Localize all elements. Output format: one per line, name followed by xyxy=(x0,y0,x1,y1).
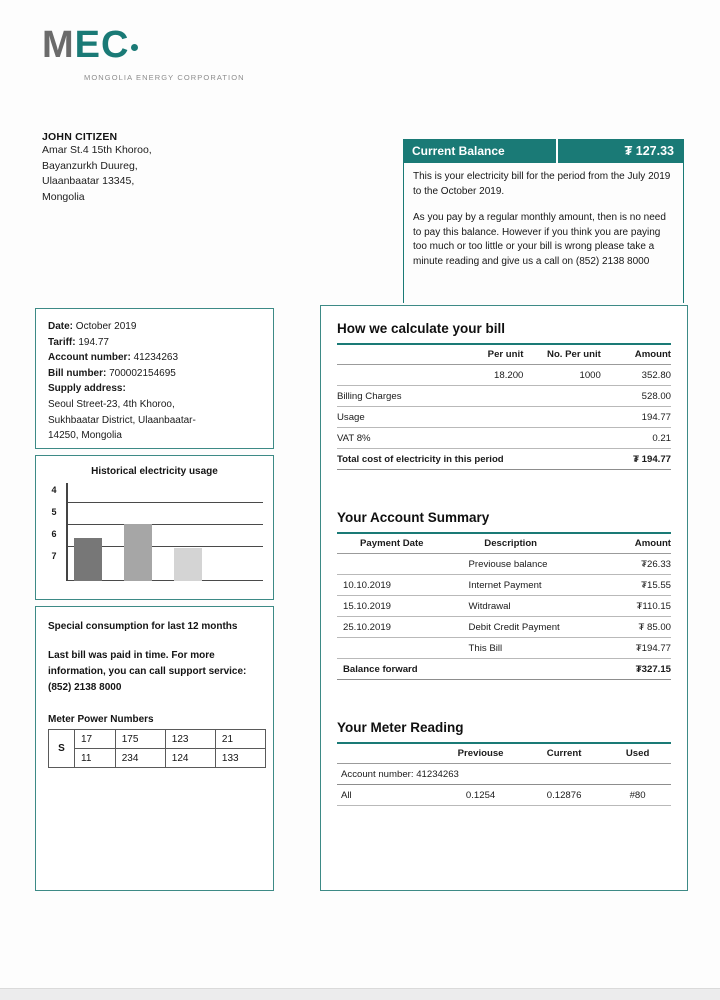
customer-address-block xyxy=(42,131,152,205)
table-row xyxy=(49,749,266,768)
account-tariff-label: Tariff: xyxy=(48,336,76,348)
meter-header-current: Current xyxy=(524,743,604,764)
table-row xyxy=(337,617,671,638)
meter-power-cell: 17 xyxy=(75,730,116,749)
table-row xyxy=(337,638,671,659)
calc-row-per-unit: 18.200 xyxy=(471,365,538,386)
logo-subtitle: MONGOLIA ENERGY CORPORATION xyxy=(84,73,245,82)
summary-header-amount: Amount xyxy=(581,533,671,554)
chart-area xyxy=(46,483,263,586)
page-footer-band xyxy=(0,988,720,1000)
calc-row-label: Usage xyxy=(337,407,471,428)
bill-details-panel xyxy=(320,305,688,891)
chart-bar xyxy=(124,524,152,581)
bill-number-value: 700002154695 xyxy=(109,367,176,379)
calc-row-amount: 0.21 xyxy=(611,428,671,449)
calc-row-label xyxy=(337,365,471,386)
meter-account-row: Account number: 41234263 xyxy=(337,764,671,785)
meter-row-used: #80 xyxy=(604,785,671,806)
summary-row-date xyxy=(337,638,441,659)
table-header-row xyxy=(337,344,671,365)
supply-address-line: 14250, Mongolia xyxy=(48,430,122,442)
supply-address-label-row xyxy=(48,381,261,397)
meter-reading-section-title: Your Meter Reading xyxy=(337,720,464,735)
meter-power-numbers-table xyxy=(48,729,266,768)
account-details-panel xyxy=(35,308,274,449)
customer-address-line: Mongolia xyxy=(42,190,85,203)
meter-row-previous: 0.1254 xyxy=(437,785,524,806)
chart-bar xyxy=(174,548,202,581)
calculation-table xyxy=(337,343,671,470)
summary-row-amount: ₮15.55 xyxy=(581,575,671,596)
chart-y-tick: 7 xyxy=(51,551,57,561)
table-row xyxy=(337,554,671,575)
summary-header-date: Payment Date xyxy=(337,533,441,554)
chart-y-tick: 5 xyxy=(51,507,57,517)
special-consumption-body: Last bill was paid in time. For more information, you can call support service: (852) 2138 8000 xyxy=(48,650,247,693)
bill-number-row xyxy=(48,366,261,382)
calc-row-per-unit xyxy=(471,407,538,428)
bill-number-label: Bill number: xyxy=(48,367,107,379)
calc-row-amount: 528.00 xyxy=(611,386,671,407)
account-number-row xyxy=(48,350,261,366)
chart-y-axis-labels xyxy=(46,483,62,571)
logo-letter-m: M xyxy=(42,24,75,66)
current-balance-label: Current Balance xyxy=(403,139,558,163)
table-header-row xyxy=(337,533,671,554)
summary-row-date: 15.10.2019 xyxy=(337,596,441,617)
calc-row-no-per-unit xyxy=(537,428,610,449)
account-date-value: October 2019 xyxy=(75,321,137,332)
calc-header-no-per-unit: No. Per unit xyxy=(537,344,610,365)
summary-row-description: Internet Payment xyxy=(441,575,581,596)
summary-row-amount: ₮194.77 xyxy=(581,638,671,659)
summary-row-date: 25.10.2019 xyxy=(337,617,441,638)
calc-row-amount: 352.80 xyxy=(611,365,671,386)
meter-header-used: Used xyxy=(604,743,671,764)
meter-power-cell: 21 xyxy=(215,730,265,749)
supply-address-line: Seoul Street-23, 4th Khoroo, xyxy=(48,398,175,410)
calculation-total-row xyxy=(337,449,671,470)
company-logo xyxy=(42,26,245,82)
balance-notice-text: As you pay by a regular monthly amount, then is no need to pay this balance. However if you think you are paying too much or too little or your bill is wrong please take a minute reading and give us a call on (852) 2138 8000 xyxy=(413,212,666,267)
meter-header-blank xyxy=(337,743,437,764)
customer-name: JOHN CITIZEN xyxy=(42,131,118,143)
calc-row-no-per-unit xyxy=(537,407,610,428)
chart-bar xyxy=(74,538,102,581)
current-balance-amount: ₮ 127.33 xyxy=(624,144,674,158)
meter-power-numbers-title: Meter Power Numbers xyxy=(48,714,154,725)
summary-row-date: 10.10.2019 xyxy=(337,575,441,596)
meter-power-cell: 124 xyxy=(165,749,215,768)
meter-power-cell: 123 xyxy=(165,730,215,749)
special-consumption-heading: Special consumption for last 12 months xyxy=(48,621,238,632)
meter-row-label: All xyxy=(337,785,437,806)
calc-header-amount: Amount xyxy=(611,344,671,365)
customer-address-line: Bayanzurkh Duureg, xyxy=(42,159,138,172)
account-number-value: 41234263 xyxy=(133,352,179,364)
calculation-section-title: How we calculate your bill xyxy=(337,321,506,336)
account-number-label: Account number: xyxy=(48,352,131,364)
meter-reading-table xyxy=(337,742,671,806)
meter-header-previous: Previouse xyxy=(437,743,524,764)
calc-header-per-unit: Per unit xyxy=(471,344,538,365)
summary-row-description: Debit Credit Payment xyxy=(441,617,581,638)
balance-forward-row xyxy=(337,659,671,680)
meter-power-cell: 133 xyxy=(215,749,265,768)
account-date-row xyxy=(48,319,261,335)
logo-letters-ec: EC xyxy=(74,24,130,66)
special-consumption-panel xyxy=(35,606,274,891)
calc-total-label: Total cost of electricity in this period xyxy=(337,449,611,470)
table-row xyxy=(49,730,266,749)
balance-period-text: This is your electricity bill for the period from the July 2019 to the October 2019. xyxy=(413,171,671,197)
chart-y-tick: 6 xyxy=(51,529,57,539)
chart-title: Historical electricity usage xyxy=(91,466,218,477)
logo-dot-icon xyxy=(131,44,138,51)
balance-forward-amount: ₮327.15 xyxy=(581,659,671,680)
summary-row-amount: ₮26.33 xyxy=(581,554,671,575)
chart-plot xyxy=(66,483,263,581)
summary-row-description: Witdrawal xyxy=(441,596,581,617)
account-date-label: Date: xyxy=(48,321,74,332)
meter-power-s-cell: S xyxy=(49,730,75,768)
meter-power-cell: 234 xyxy=(115,749,165,768)
table-row xyxy=(337,575,671,596)
table-row xyxy=(337,785,671,806)
account-tariff-value: 194.77 xyxy=(78,336,109,348)
summary-row-amount: ₮ 85.00 xyxy=(581,617,671,638)
customer-address-line: Amar St.4 15th Khoroo, xyxy=(42,144,152,156)
chart-bars xyxy=(74,483,259,581)
meter-power-cell: 175 xyxy=(115,730,165,749)
supply-address-label: Supply address: xyxy=(48,383,126,395)
summary-row-date xyxy=(337,554,441,575)
calc-total-amount: ₮ 194.77 xyxy=(611,449,671,470)
chart-y-tick: 4 xyxy=(51,485,57,495)
current-balance-box xyxy=(403,139,684,303)
summary-row-amount: ₮110.15 xyxy=(581,596,671,617)
summary-row-description: Previouse balance xyxy=(441,554,581,575)
calc-row-label: VAT 8% xyxy=(337,428,471,449)
supply-address-line: Sukhbaatar District, Ulaanbaatar- xyxy=(48,414,196,426)
table-row xyxy=(337,428,671,449)
summary-header-description: Description xyxy=(441,533,581,554)
calc-row-per-unit xyxy=(471,428,538,449)
calc-row-amount: 194.77 xyxy=(611,407,671,428)
current-balance-body xyxy=(403,163,684,303)
table-header-row xyxy=(337,743,671,764)
summary-row-description: This Bill xyxy=(441,638,581,659)
calc-header-blank xyxy=(337,344,471,365)
account-tariff-row xyxy=(48,335,261,351)
balance-forward-label: Balance forward xyxy=(337,659,581,680)
table-row xyxy=(337,596,671,617)
table-row xyxy=(337,365,671,386)
account-summary-table xyxy=(337,532,671,680)
table-row xyxy=(337,407,671,428)
calc-row-no-per-unit xyxy=(537,386,610,407)
summary-section-title: Your Account Summary xyxy=(337,510,490,525)
customer-address-line: Ulaanbaatar 13345, xyxy=(42,175,135,187)
calc-row-label: Billing Charges xyxy=(337,386,471,407)
table-row xyxy=(337,764,671,785)
calc-row-no-per-unit: 1000 xyxy=(537,365,610,386)
historical-usage-panel xyxy=(35,455,274,600)
meter-power-cell: 11 xyxy=(75,749,116,768)
table-row xyxy=(337,386,671,407)
meter-row-current: 0.12876 xyxy=(524,785,604,806)
calc-row-per-unit xyxy=(471,386,538,407)
current-balance-header xyxy=(403,139,684,163)
logo-mark xyxy=(42,26,245,64)
